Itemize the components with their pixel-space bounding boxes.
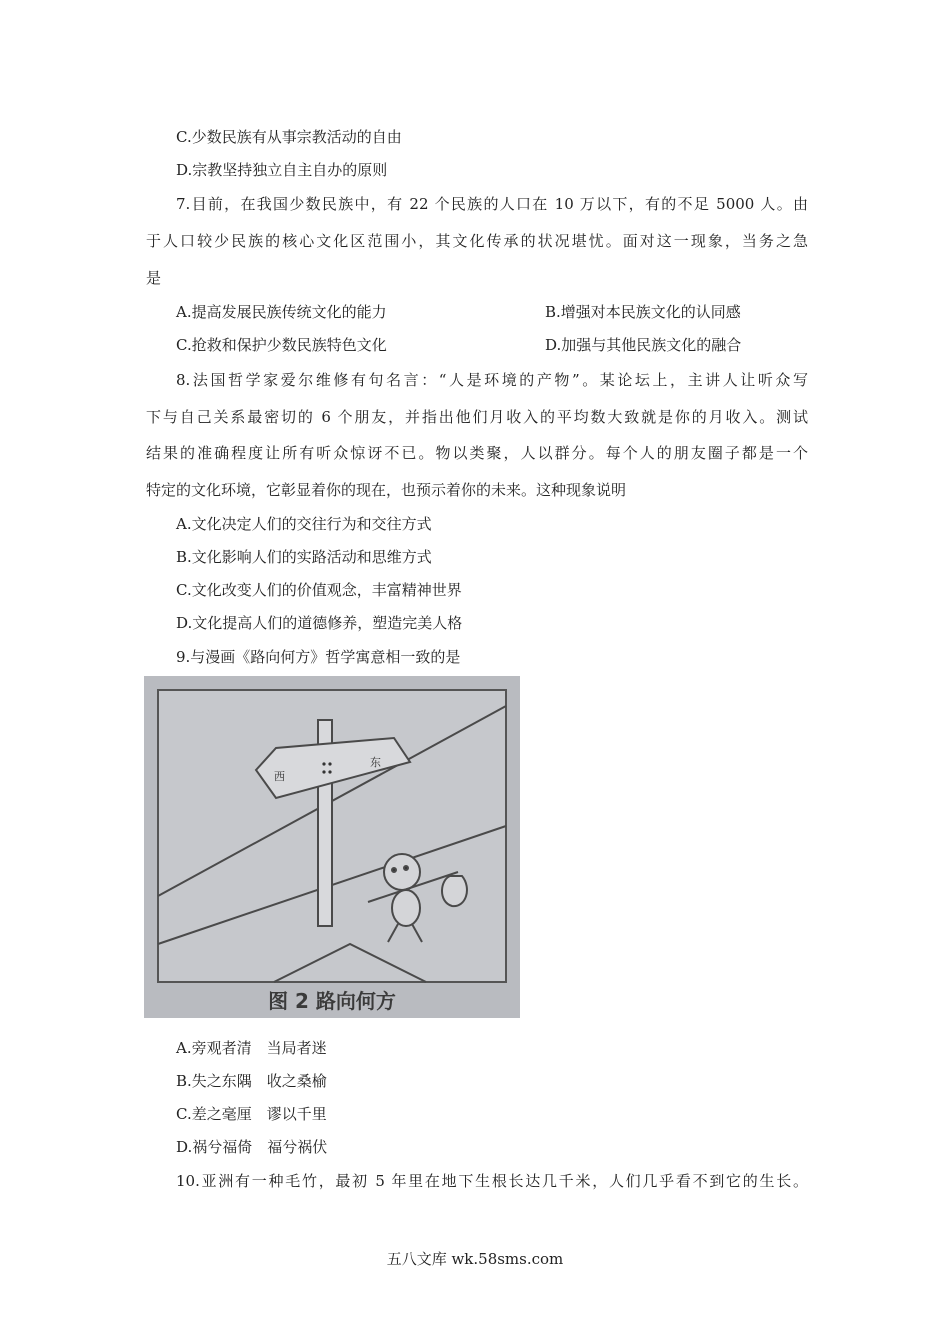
question-8-line-1: 8.法国哲学家爱尔维修有句名言：“人是环境的产物”。某论坛上，主讲人让听众写 [176, 371, 808, 389]
question-7-line-1: 7.目前，在我国少数民族中，有 22 个民族的人口在 10 万以下，有的不足 5000 人。由 [176, 195, 808, 213]
cartoon-caption: 图 2 路向何方 [268, 989, 396, 1013]
sign-east-label: 东 [370, 756, 381, 769]
option-7a: A.提高发展民族传统文化的能力 [176, 303, 387, 321]
option-7d: D.加强与其他民族文化的融合 [545, 336, 742, 354]
sign-west-label: 西 [274, 770, 285, 783]
question-7-line-2: 于人口较少民族的核心文化区范围小，其文化传承的状况堪忧。面对这一现象，当务之急 [146, 232, 808, 250]
option-8c: C.文化改变人们的价值观念，丰富精神世界 [176, 581, 462, 599]
page-footer: 五八文库 wk.58sms.com [386, 1250, 564, 1268]
option-9a: A.旁观者清 当局者迷 [176, 1039, 327, 1057]
option-7b: B.增强对本民族文化的认同感 [545, 303, 741, 321]
option-8a: A.文化决定人们的交往行为和交往方式 [176, 515, 432, 533]
option-8d: D.文化提高人们的道德修养，塑造完美人格 [176, 614, 463, 632]
question-9: 9.与漫画《路向何方》哲学寓意相一致的是 [176, 648, 461, 666]
option-7c: C.抢救和保护少数民族特色文化 [176, 336, 387, 354]
question-8-line-4: 特定的文化环境，它彰显着你的现在，也预示着你的未来。这种现象说明 [146, 481, 627, 499]
question-7-line-3: 是 [146, 269, 162, 287]
option-9d: D.祸兮福倚 福兮祸伏 [176, 1138, 328, 1156]
question-8-line-3: 结果的准确程度让所有听众惊讶不已。物以类聚，人以群分。每个人的朋友圈子都是一个 [146, 444, 808, 462]
option-9b: B.失之东隅 收之桑榆 [176, 1072, 327, 1090]
cartoon-road-direction [144, 676, 520, 1018]
option-6c: C.少数民族有从事宗教活动的自由 [176, 128, 402, 146]
option-6d: D.宗教坚持独立自主自办的原则 [176, 161, 388, 179]
option-8b: B.文化影响人们的实路活动和思维方式 [176, 548, 432, 566]
question-10: 10.亚洲有一种毛竹，最初 5 年里在地下生根长达几千米，人们几乎看不到它的生长。 [176, 1172, 808, 1190]
question-8-line-2: 下与自己关系最密切的 6 个朋友，并指出他们月收入的平均数大致就是你的月收入。测试 [146, 408, 808, 426]
option-9c: C.差之毫厘 谬以千里 [176, 1105, 327, 1123]
